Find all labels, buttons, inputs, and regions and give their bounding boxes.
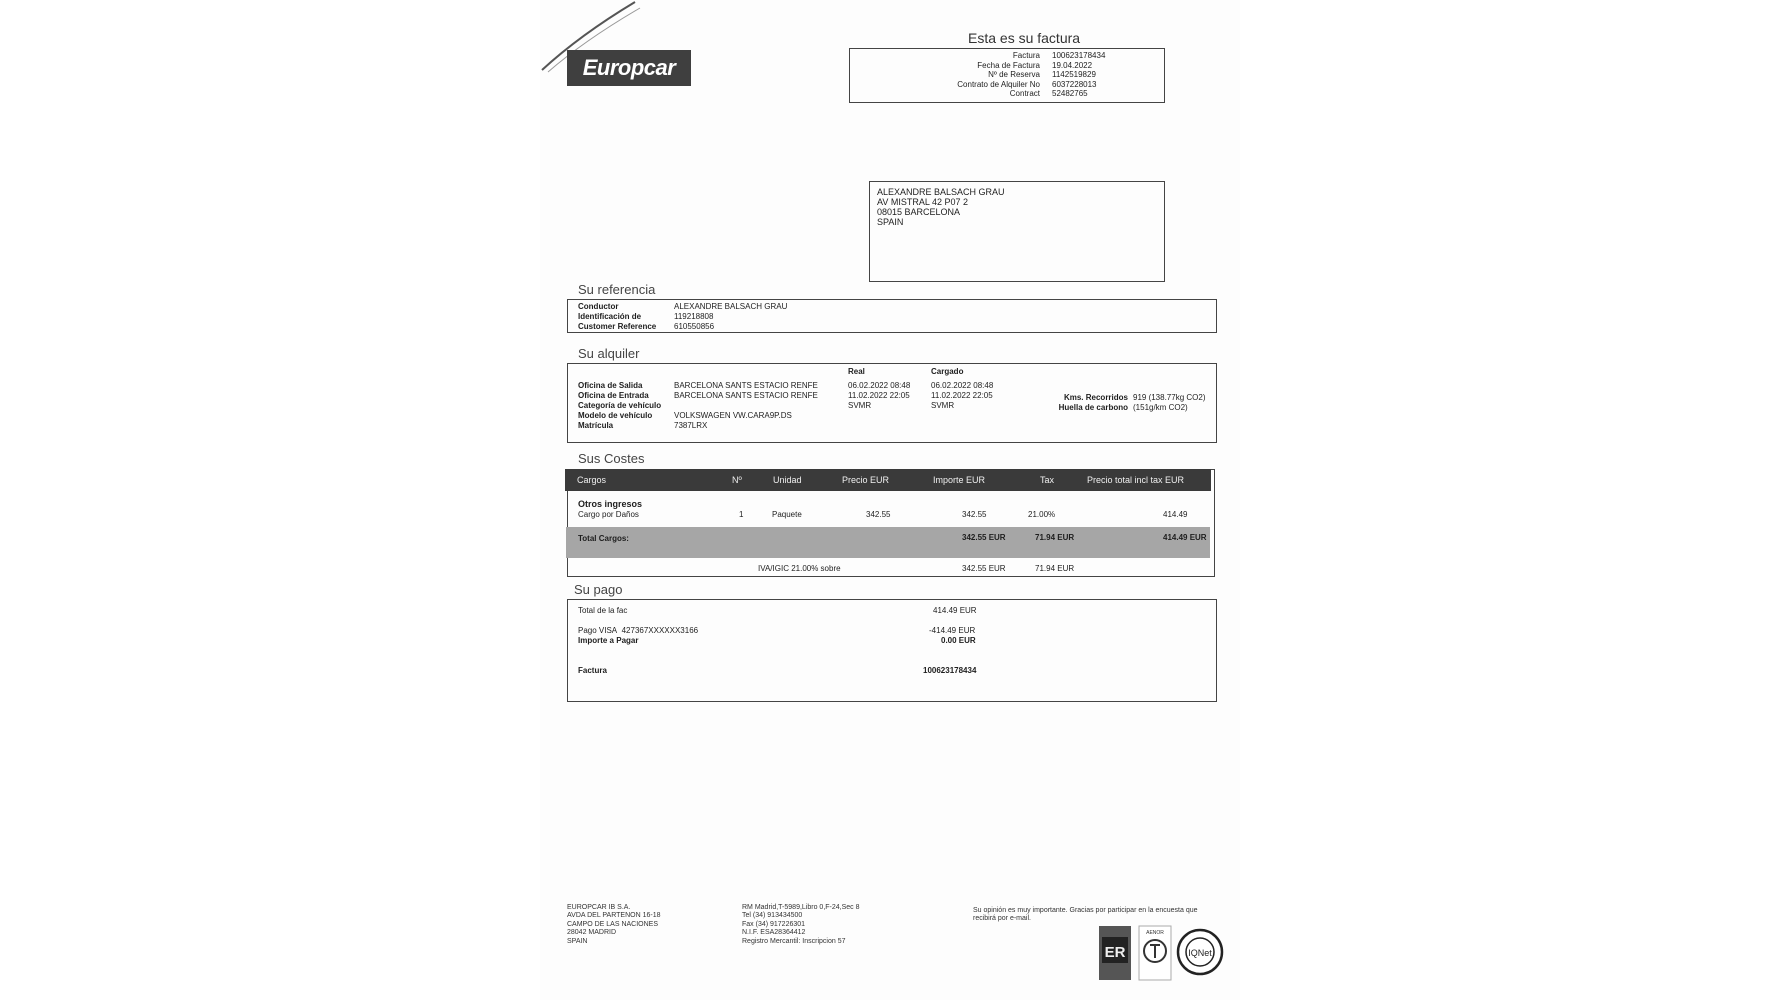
- col-tax: Tax: [1040, 475, 1055, 485]
- col-n: Nº: [732, 475, 742, 485]
- ref-label: Conductor: [578, 302, 619, 311]
- footer-line: AVDA DEL PARTENON 16-18: [567, 912, 661, 920]
- ref-value: ALEXANDRE BALSACH GRAU: [674, 302, 788, 311]
- pago-factura-value: 100623178434: [923, 666, 977, 675]
- ref-value: 610550856: [674, 322, 715, 331]
- costes-item-name: Cargo por Daños: [578, 510, 639, 519]
- footer-line: Tel (34) 913434500: [742, 912, 803, 920]
- pago-factura-label: Factura: [578, 666, 607, 675]
- header-label: Contrato de Alquiler No: [957, 79, 1040, 89]
- er-certification-icon: [1098, 925, 1132, 981]
- address-line: 08015 BARCELONA: [877, 207, 961, 217]
- ref-value: 119218808: [674, 312, 714, 321]
- alquiler-real: 11.02.2022 22:05: [848, 391, 910, 400]
- address-line: SPAIN: [877, 217, 904, 227]
- alquiler-label: Categoría de vehículo: [578, 401, 662, 410]
- pago-visa-card: 427367XXXXXX3166: [621, 626, 699, 635]
- pago-total-value: 414.49 EUR: [933, 606, 977, 615]
- col-precio: Precio EUR: [842, 475, 890, 485]
- section-title-alquiler: Su alquiler: [578, 346, 640, 361]
- costes-item-tax: 21.00%: [1028, 510, 1056, 519]
- europcar-logo: Europcar: [567, 50, 691, 86]
- ref-label: Identificación de: [578, 312, 642, 321]
- costes-item-n: 1: [739, 510, 744, 519]
- alquiler-value: 7387LRX: [674, 421, 708, 430]
- header-label: Contract: [1009, 89, 1040, 99]
- iqnet-badge-text: IQNet: [1188, 948, 1212, 958]
- total-cargos-band: [566, 527, 1210, 558]
- header-labels: [872, 51, 1040, 99]
- invoice-title: Esta es su factura: [968, 30, 1081, 46]
- header-value: 19.04.2022: [1052, 60, 1093, 70]
- address-line: AV MISTRAL 42 P07 2: [877, 197, 969, 207]
- alquiler-real: SVMR: [848, 401, 872, 410]
- address-line: ALEXANDRE BALSACH GRAU: [877, 187, 1005, 197]
- costes-table-header: [565, 469, 1211, 491]
- alquiler-cargado: SVMR: [931, 401, 955, 410]
- footer-survey-note: Su opinión es muy importante. Gracias por participar en la encuesta que recibirá por e-mail.: [973, 907, 1198, 923]
- header-value: 1142519829: [1052, 70, 1096, 80]
- aenor-badge-text: AENOR: [1146, 930, 1164, 936]
- header-label: Fecha de Factura: [977, 60, 1040, 70]
- section-title-pago: Su pago: [574, 582, 623, 597]
- pago-visa-value: -414.49 EUR: [929, 626, 976, 635]
- col-cargado-header: Cargado: [931, 367, 964, 376]
- footer-line: 28042 MADRID: [567, 929, 617, 937]
- col-importe: Importe EUR: [933, 475, 986, 485]
- total-cargos-label: Total Cargos:: [578, 534, 629, 543]
- alquiler-cargado: 06.02.2022 08:48: [931, 381, 994, 390]
- alquiler-label: Matrícula: [578, 421, 614, 430]
- header-label: Factura: [1012, 51, 1040, 60]
- footer-line: EUROPCAR IB S.A.: [567, 904, 631, 911]
- footer-line: RM Madrid,T-5989,Libro 0,F-24,Sec 8: [742, 904, 860, 911]
- footer-line: SPAIN: [567, 937, 588, 945]
- pago-box: [567, 599, 1217, 702]
- huella-label: Huella de carbono: [1058, 403, 1128, 412]
- header-value: 100623178434: [1052, 51, 1106, 60]
- costes-item-precio: 342.55: [866, 510, 891, 519]
- pago-total-label: Total de la fac: [578, 606, 628, 615]
- col-real-header: Real: [848, 367, 865, 376]
- section-title-referencia: Su referencia: [578, 282, 656, 297]
- header-value: 6037228013: [1052, 79, 1097, 89]
- er-badge-text: ER: [1104, 944, 1126, 961]
- alquiler-value: BARCELONA SANTS ESTACIO RENFE: [674, 381, 818, 390]
- iva-amount: 71.94 EUR: [1035, 564, 1075, 573]
- kms-value: 919 (138.77kg CO2): [1133, 393, 1206, 402]
- iva-base: 342.55 EUR: [962, 564, 1006, 573]
- alquiler-cargado: 11.02.2022 22:05: [931, 391, 993, 400]
- alquiler-label: Modelo de vehículo: [578, 411, 653, 420]
- header-value: 52482765: [1052, 89, 1088, 99]
- header-values: [1052, 51, 1105, 99]
- iqnet-certification-icon: [1176, 928, 1224, 976]
- section-title-costes: Sus Costes: [578, 451, 645, 466]
- footer-line: Registro Mercantil: Inscripcion 57: [742, 937, 846, 945]
- footer-company: [567, 904, 661, 946]
- costes-item-importe: 342.55: [962, 510, 987, 519]
- footer-line: Fax (34) 917226301: [742, 920, 806, 928]
- pago-importe-label: Importe a Pagar: [578, 636, 639, 645]
- pago-visa-label: [578, 626, 698, 635]
- total-cargos-importe: 342.55 EUR: [962, 533, 1006, 542]
- costes-item-unidad: Paquete: [772, 510, 802, 519]
- alquiler-label: Oficina de Entrada: [578, 391, 649, 400]
- customer-address: [877, 187, 1005, 227]
- total-cargos-tax: 71.94 EUR: [1035, 533, 1075, 542]
- costes-group: Otros ingresos: [578, 499, 643, 509]
- alquiler-real: 06.02.2022 08:48: [848, 381, 911, 390]
- costes-item-total: 414.49: [1163, 510, 1188, 519]
- pago-importe-value: 0.00 EUR: [941, 636, 976, 645]
- alquiler-value: BARCELONA SANTS ESTACIO RENFE: [674, 391, 818, 400]
- col-cargos: Cargos: [577, 475, 607, 485]
- footer-line: CAMPO DE LAS NACIONES: [567, 920, 659, 928]
- alquiler-label: Oficina de Salida: [578, 381, 643, 390]
- pago-visa-method: Pago VISA: [578, 626, 618, 635]
- aenor-certification-icon: [1138, 925, 1172, 981]
- col-unidad: Unidad: [773, 475, 802, 485]
- huella-value: (151g/km CO2): [1133, 403, 1188, 412]
- footer-line: N.I.F. ESA28364412: [742, 929, 806, 937]
- alquiler-value: VOLKSWAGEN VW.CARA9P.DS: [674, 411, 792, 420]
- kms-label: Kms. Recorridos: [1063, 393, 1128, 402]
- total-cargos-total: 414.49 EUR: [1163, 533, 1207, 542]
- col-total: Precio total incl tax EUR: [1087, 475, 1185, 485]
- iva-label: IVA/IGIC 21.00% sobre: [758, 564, 841, 573]
- header-label: Nº de Reserva: [988, 70, 1040, 80]
- footer-registry: [742, 904, 860, 946]
- referencia-box: [567, 299, 1217, 333]
- ref-label: Customer Reference: [578, 322, 657, 331]
